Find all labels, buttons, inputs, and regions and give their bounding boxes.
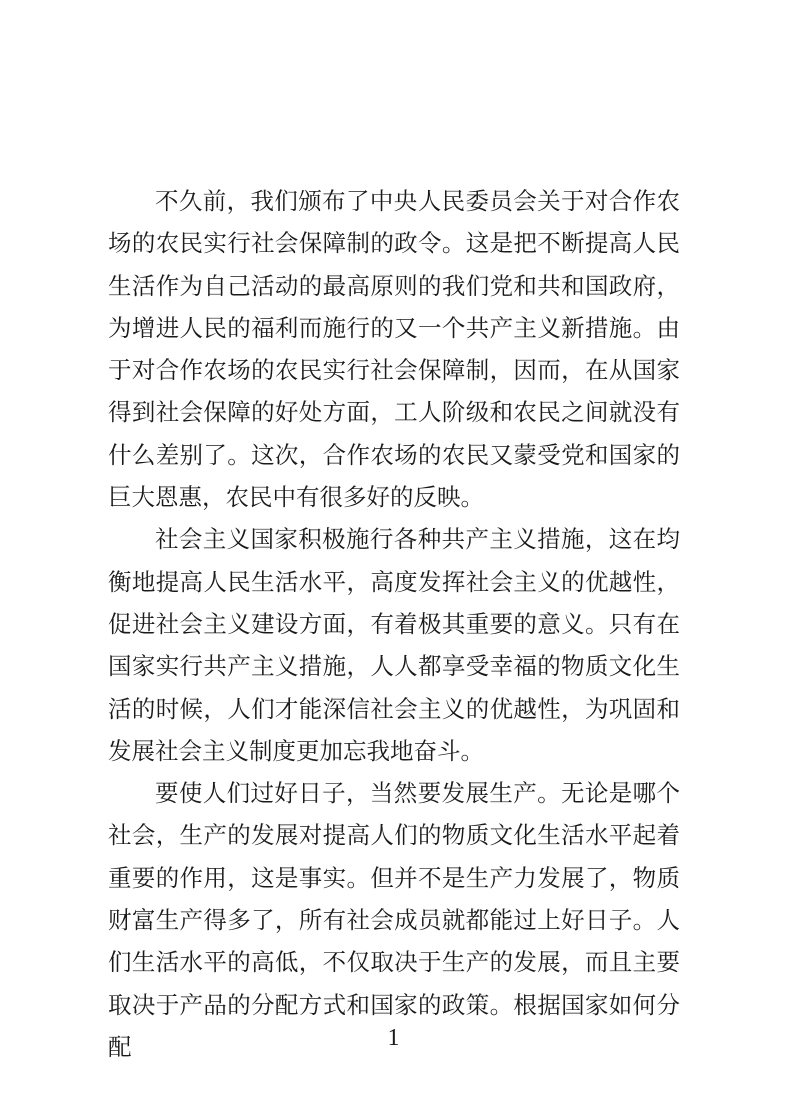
paragraph-2: 社会主义国家积极施行各种共产主义措施，这在均衡地提高人民生活水平，高度发挥社会主义的优越性，促进社会主义建设方面，有着极其重要的意义。只有在国家实行共产主义措施，人人都享受幸福的物质文化生活的时候，人们才能深信社会主义的优越性，为巩固和发展社会主义制度更加忘我地奋斗。	[108, 525, 680, 765]
paragraph-3: 要使人们过好日子，当然要发展生产。无论是哪个社会，生产的发展对提高人们的物质文化生活水平起着重要的作用，这是事实。但并不是生产力发展了，物质财富生产得多了，所有社会成员就都能过上好日子。人们生活水平的高低，不仅取决于生产的发展，而且主要取决于产品的分配方式和国家的政策。根据国家如何分配	[108, 779, 680, 1061]
page-number: 1	[387, 1025, 400, 1051]
body-text	[108, 180, 680, 1068]
paragraph-1: 不久前，我们颁布了中央人民委员会关于对合作农场的农民实行社会保障制的政令。这是把不断提高人民生活作为自己活动的最高原则的我们党和共和国政府，为增进人民的福利而施行的又一个共产主义新措施。由于对合作农场的农民实行社会保障制，因而，在从国家得到社会保障的好处方面，工人阶级和农民之间就没有什么差别了。这次，合作农场的农民又蒙受党和国家的巨大恩惠，农民中有很多好的反映。	[108, 187, 680, 512]
